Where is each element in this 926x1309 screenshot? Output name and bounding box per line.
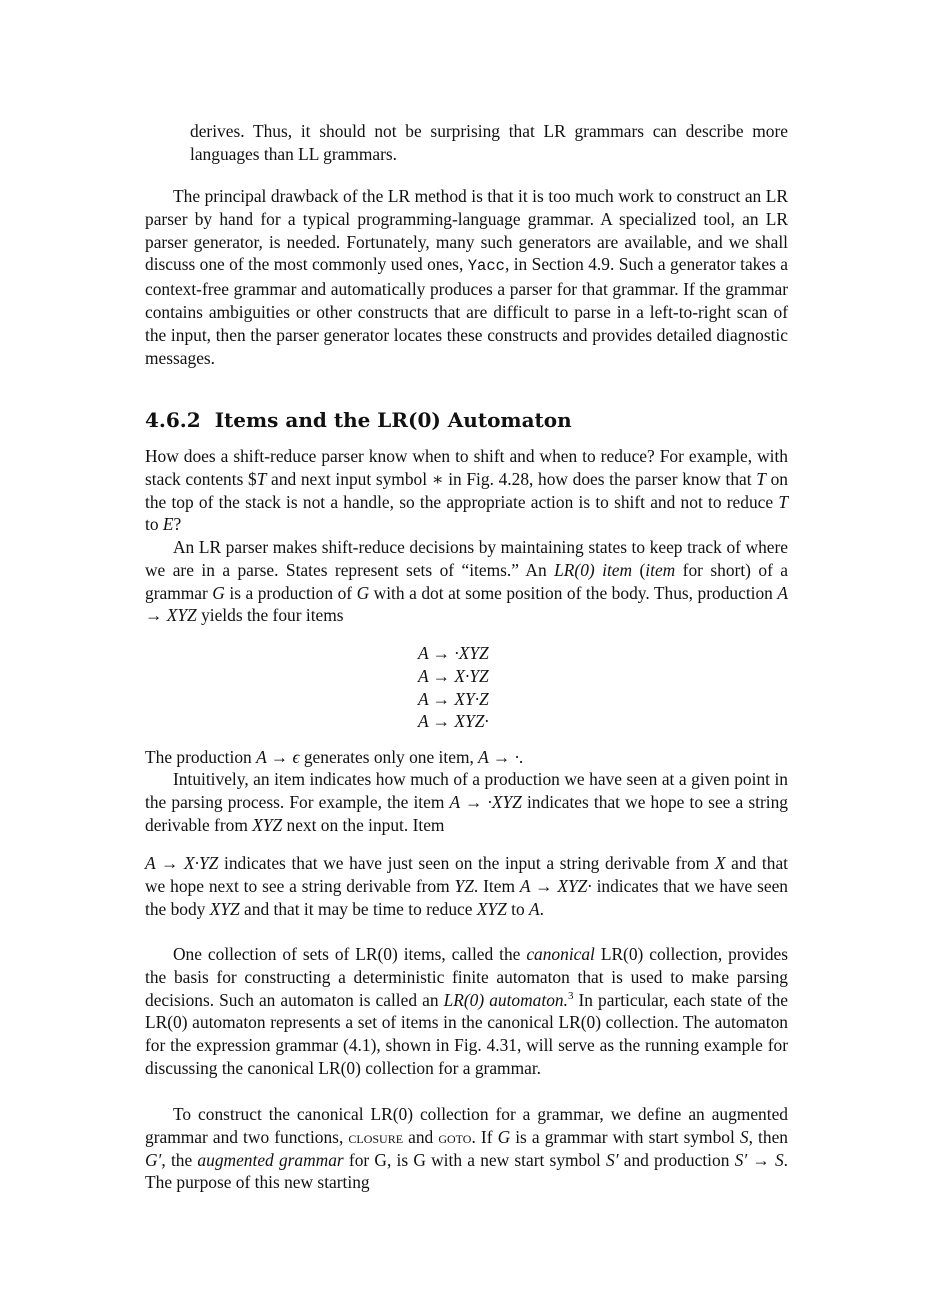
term-canonical: canonical	[526, 944, 595, 964]
text: to	[506, 898, 530, 919]
math-G: G	[356, 582, 370, 603]
text: to	[145, 514, 163, 535]
text: yields the four items	[196, 605, 344, 626]
math-G: G	[497, 1126, 511, 1147]
text: indicates that we have seen the body	[145, 875, 789, 919]
paragraph-intuitively	[145, 768, 788, 836]
paragraph-item-meaning	[145, 852, 788, 920]
math-XYZ: XYZ	[209, 898, 240, 919]
paragraph-epsilon	[145, 746, 788, 769]
term-item: item	[645, 559, 676, 580]
math-E: E	[162, 514, 174, 535]
text: . Item	[473, 875, 520, 896]
text: , then	[748, 1126, 788, 1147]
item-2: A → X·YZ	[418, 665, 489, 686]
text: . If	[471, 1126, 498, 1147]
text: for short) of a grammar	[145, 559, 789, 603]
paragraph-how-does	[145, 445, 788, 536]
text: To construct the canonical LR(0) collection for a grammar, we define an augmented grammar and two functions,	[145, 1104, 788, 1147]
term-augmented-grammar: augmented grammar	[197, 1149, 344, 1170]
math-G: G	[212, 582, 225, 603]
math-T: T	[778, 491, 788, 512]
text: ?	[173, 514, 182, 535]
text: How does a shift-reduce parser know when to shift and when to reduce? For example, with stack contents $	[145, 446, 788, 489]
math-production: A → XYZ	[145, 582, 789, 626]
text: LR(0) collection, provides the basis for constructing a deterministic finite automaton that is used to make parsing decisions. Such an automaton is called an	[145, 944, 789, 1010]
text: In particular, each state of the LR(0) automaton represents a set of items in the canonical LR(0) collection. The automaton for the expression grammar (4.1), shown in Fig. 4.31, will serve as the running example for discussing the canonical LR(0) collection for a grammar.	[145, 989, 788, 1078]
text: (	[632, 559, 646, 580]
text: and production	[618, 1149, 735, 1170]
math-S: S	[739, 1126, 749, 1147]
footnote-mark: 3	[567, 989, 574, 1002]
func-closure: closure	[348, 1126, 404, 1147]
text: . The purpose of this new starting	[145, 1149, 789, 1193]
paragraph-drawback	[145, 185, 788, 369]
section-title: Items and the LR(0) Automaton	[214, 408, 572, 432]
func-goto: goto	[438, 1126, 472, 1147]
text: on the top of the stack is not a handle, so the appropriate action is to shift and not to reduce	[145, 468, 789, 512]
code-yacc: Yacc	[467, 257, 505, 276]
item-list	[418, 642, 489, 733]
term-lr0-item: LR(0) item	[554, 559, 633, 580]
math-item: A → ·XYZ	[449, 791, 522, 812]
section-number: 4.6.2	[145, 408, 201, 432]
text: and that it may be time to reduce	[239, 898, 477, 919]
text: indicates that we have just seen on the input a string derivable from	[218, 853, 715, 873]
item-1: A → ·XYZ	[418, 643, 489, 663]
math-G-prime: G′	[145, 1149, 162, 1170]
text: .	[539, 898, 544, 919]
text: Intuitively, an item indicates how much of a production we have seen at a given point in the parsing process. For example, the item	[145, 769, 788, 812]
text: with a dot at some position of the body. Thus, production	[369, 582, 778, 603]
math-item: A → XYZ·	[519, 875, 592, 896]
math-S-prime: S′	[606, 1149, 619, 1170]
section-heading	[145, 407, 572, 433]
item-3: A → XY·Z	[418, 688, 489, 709]
text: One collection of sets of LR(0) items, called the	[173, 944, 527, 964]
text: and	[403, 1126, 439, 1147]
math-YZ: YZ	[454, 875, 474, 896]
text: , the	[161, 1149, 198, 1170]
text: and next input symbol ∗ in Fig. 4.28, how does the parser know that	[266, 468, 757, 489]
text: indicates that we hope to see a string derivable from	[145, 791, 788, 835]
term-lr0-automaton: LR(0) automaton.	[443, 989, 568, 1010]
text: is a production of	[224, 582, 357, 603]
text: , in Section 4.9. Such a generator takes a context-free grammar and automatically produces a parser for that grammar. If the grammar contains ambiguities or other constructs that are difficult to parse in a left-to-right scan of the input, then the parser generator locates these constructs and provides detailed diagnostic messages.	[145, 254, 788, 368]
math-epsilon-item: A → ·	[478, 747, 519, 767]
paragraph-canonical	[145, 943, 788, 1080]
math-epsilon-production: A → ϵ	[256, 747, 300, 767]
text: generates only one item,	[299, 747, 479, 767]
math-A: A	[529, 898, 540, 919]
math-X: X	[714, 853, 726, 873]
math-XYZ: XYZ	[476, 898, 507, 919]
text: is a grammar with start symbol	[510, 1126, 740, 1147]
math-T: T	[256, 468, 267, 489]
text: The production	[145, 747, 257, 767]
math-item: A → X·YZ	[145, 853, 219, 873]
text: An LR parser makes shift-reduce decisions by maintaining states to keep track of where we are in a parse. States represent sets of “items.” An	[145, 537, 788, 580]
text: derives. Thus, it should not be surprising that LR grammars can describe more languages than LL grammars.	[190, 121, 788, 164]
paragraph-lr-states	[145, 536, 788, 627]
text: .	[518, 747, 524, 767]
paragraph-derives	[190, 120, 788, 166]
math-T: T	[756, 468, 766, 489]
text: The principal drawback of the LR method is that it is too much work to construct an LR parser by hand for a typical programming-language grammar. A specialized tool, an LR parser generator, is needed. Fortunately, many such generators are available, and we shall discuss one of the most commonly used ones,	[145, 186, 788, 275]
math-augmented-production: S′ → S	[734, 1149, 784, 1170]
item-4: A → XYZ·	[418, 711, 489, 732]
paragraph-augmented	[145, 1103, 788, 1194]
math-XYZ: XYZ	[252, 814, 283, 835]
text: next on the input. Item	[282, 814, 445, 835]
text: and that we hope next to see a string derivable from	[145, 853, 788, 896]
text: for G, is G with a new start symbol	[343, 1149, 606, 1170]
